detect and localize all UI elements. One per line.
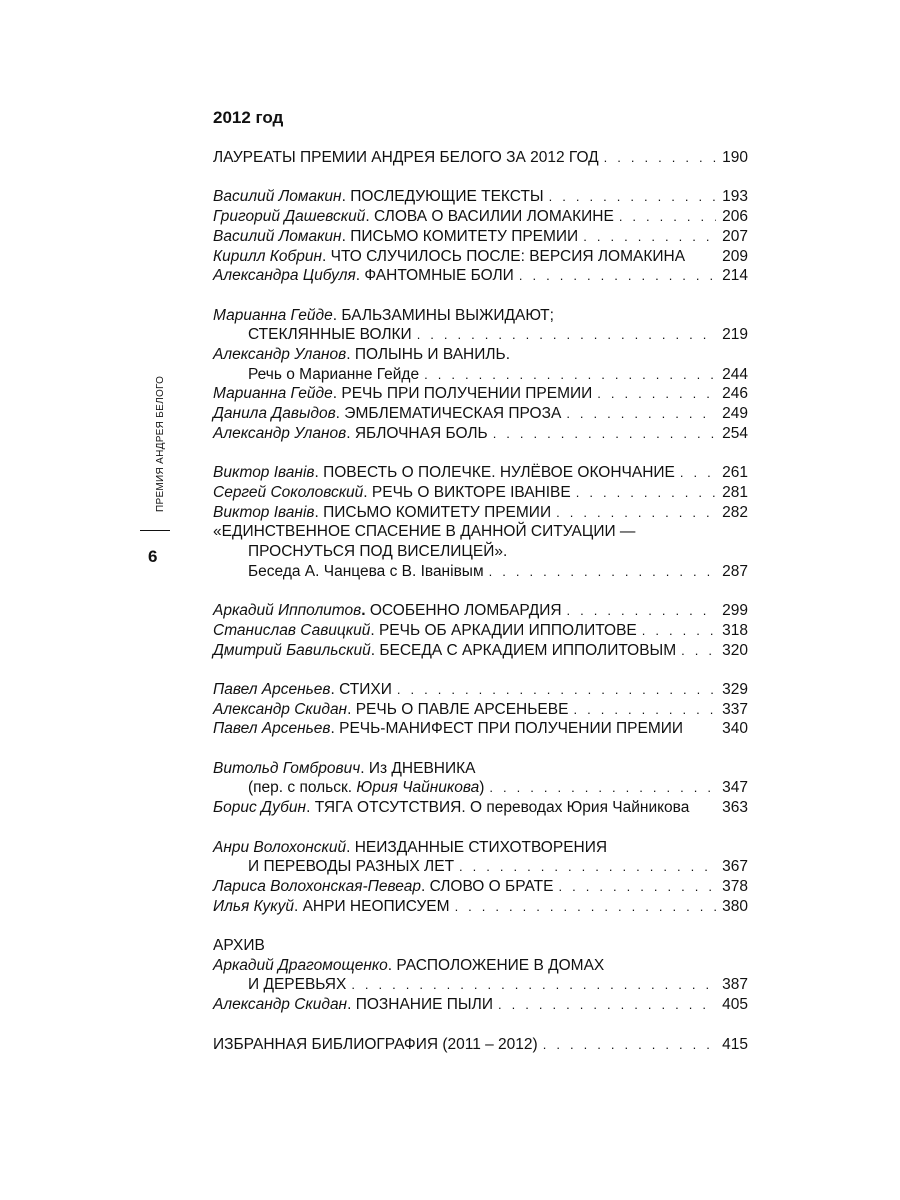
toc-entry[interactable]: Григорий Дашевский. СЛОВА О ВАСИЛИИ ЛОМАКИНЕ . . . 206 (213, 207, 748, 227)
toc-entry[interactable]: Лариса Волохонская-Певеар. СЛОВО О БРАТЕ . . . 378 (213, 877, 748, 897)
toc-entry[interactable]: Сергей Соколовский. РЕЧЬ О ВИКТОРЕ ІВАНІВЕ . . . 281 (213, 483, 748, 503)
toc-entry[interactable]: Александр Скидан. РЕЧЬ О ПАВЛЕ АРСЕНЬЕВЕ . . . 337 (213, 700, 748, 720)
toc-entry[interactable]: Василий Ломакин. ПИСЬМО КОМИТЕТУ ПРЕМИИ . . . 207 (213, 227, 748, 247)
toc-entry[interactable]: Марианна Гейде. РЕЧЬ ПРИ ПОЛУЧЕНИИ ПРЕМИИ . . . 246 (213, 384, 748, 404)
archive-heading: АРХИВ (213, 937, 265, 954)
toc-entry[interactable]: Аркадий Ипполитов. ОСОБЕННО ЛОМБАРДИЯ . . . 299 (213, 601, 748, 621)
toc-entry[interactable]: Станислав Савицкий. РЕЧЬ ОБ АРКАДИИ ИППОЛИТОВЕ . . . 318 (213, 621, 748, 641)
margin-rule (140, 530, 170, 531)
toc-entry[interactable]: Анри Волохонский. НЕИЗДАННЫЕ СТИХОТВОРЕНИЯ И ПЕРЕВОДЫ РАЗНЫХ ЛЕТ . . . 367 (213, 838, 748, 877)
toc-entry[interactable]: Василий Ломакин. ПОСЛЕДУЮЩИЕ ТЕКСТЫ . . . 193 (213, 187, 748, 207)
toc-entry[interactable]: Александр Уланов. ЯБЛОЧНАЯ БОЛЬ . . . 254 (213, 424, 748, 444)
toc-entry[interactable]: Борис Дубин. ТЯГА ОТСУТСТВИЯ. О переводах Юрия Чайникова 363 (213, 799, 748, 817)
toc-entry[interactable]: Виктор Іванів. ПОВЕСТЬ О ПОЛЕЧКЕ. НУЛЁВОЕ ОКОНЧАНИЕ . . . 261 (213, 463, 748, 483)
toc-entry[interactable]: Илья Кукуй. АНРИ НЕОПИСУЕМ . . . 380 (213, 897, 748, 917)
toc-entry[interactable]: Павел Арсеньев. СТИХИ . . . 329 (213, 680, 748, 700)
toc-entry-bibliography[interactable]: ИЗБРАННАЯ БИБЛИОГРАФИЯ (2011 – 2012) . . . 415 (213, 1035, 748, 1055)
toc-entry[interactable]: Александр Скидан. ПОЗНАНИЕ ПЫЛИ . . . 405 (213, 995, 748, 1015)
section-heading: 2012 год (213, 108, 284, 127)
toc-entry[interactable]: Аркадий Драгомощенко. РАСПОЛОЖЕНИЕ В ДОМАХ И ДЕРЕВЬЯХ . . . 387 (213, 956, 748, 995)
running-title: ПРЕМИЯ АНДРЕЯ БЕЛОГО (155, 375, 166, 512)
toc-entry[interactable]: «ЕДИНСТВЕННОЕ СПАСЕНИЕ В ДАННОЙ СИТУАЦИИ — ПРОСНУТЬСЯ ПОД ВИСЕЛИЦЕЙ». Беседа А. Чанцева с В. Іванівым . . . 287 (213, 522, 748, 581)
toc-entry[interactable]: Данила Давыдов. ЭМБЛЕМАТИЧЕСКАЯ ПРОЗА . . . 249 (213, 404, 748, 424)
toc-entry[interactable]: Дмитрий Бавильский. БЕСЕДА С АРКАДИЕМ ИППОЛИТОВЫМ . . . 320 (213, 641, 748, 661)
toc-entry[interactable]: Виктор Іванів. ПИСЬМО КОМИТЕТУ ПРЕМИИ . . . 282 (213, 503, 748, 523)
toc-entry[interactable]: Марианна Гейде. БАЛЬЗАМИНЫ ВЫЖИДАЮТ; СТЕКЛЯННЫЕ ВОЛКИ . . . 219 (213, 306, 748, 345)
toc-entry[interactable]: Александра Цибуля. ФАНТОМНЫЕ БОЛИ . . . 214 (213, 266, 748, 286)
toc-entry-laureates[interactable]: ЛАУРЕАТЫ ПРЕМИИ АНДРЕЯ БЕЛОГО ЗА 2012 ГОД . . . 190 (213, 148, 748, 168)
toc-entry[interactable]: Павел Арсеньев. РЕЧЬ-МАНИФЕСТ ПРИ ПОЛУЧЕНИИ ПРЕМИИ 340 (213, 720, 748, 738)
toc-entry[interactable]: Александр Уланов. ПОЛЫНЬ И ВАНИЛЬ. Речь о Марианне Гейде . . . 244 (213, 345, 748, 384)
toc-entry[interactable]: Кирилл Кобрин. ЧТО СЛУЧИЛОСЬ ПОСЛЕ: ВЕРСИЯ ЛОМАКИНА 209 (213, 247, 748, 265)
toc-entry[interactable]: Витольд Гомбрович. Из ДНЕВНИКА (пер. с польск. Юрия Чайникова) . . . 347 (213, 759, 748, 798)
table-of-contents (213, 148, 748, 1054)
page-number: 6 (148, 547, 158, 566)
